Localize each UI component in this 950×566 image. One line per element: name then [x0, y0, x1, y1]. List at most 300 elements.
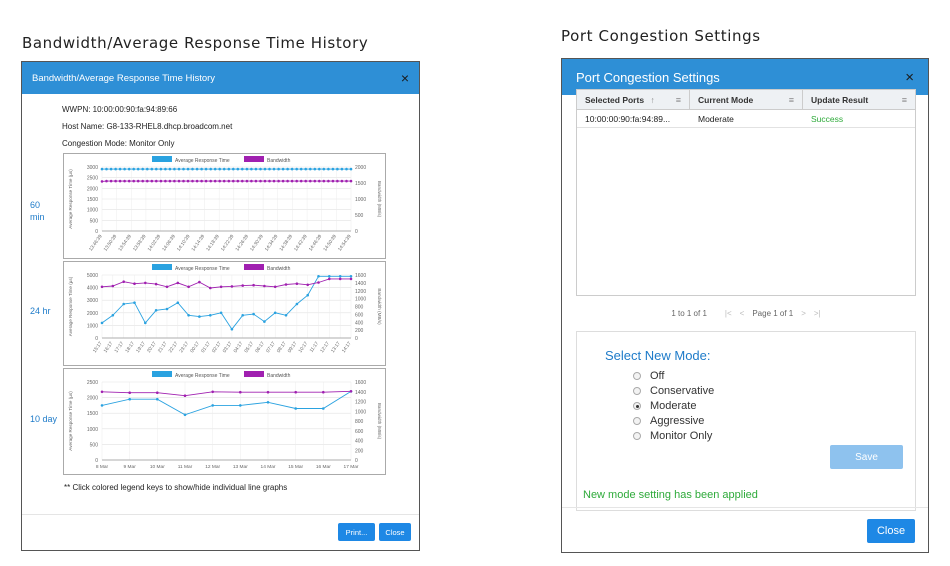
- x-tick-label: 14:06:39: [162, 234, 177, 253]
- y2-axis-title: Bandwidth (MB/s): [377, 180, 382, 218]
- bandwidth-point: [178, 180, 181, 183]
- response-time-point: [300, 168, 303, 171]
- x-tick-label: 17:17: [114, 341, 126, 354]
- response-time-point: [291, 168, 294, 171]
- bandwidth-point: [160, 180, 163, 183]
- bandwidth-point: [241, 180, 244, 183]
- chart-60-min-svg: [64, 154, 385, 258]
- y2-tick-label: 500: [355, 213, 364, 219]
- x-tick-label: 14:10:39: [176, 234, 192, 253]
- bandwidth-point: [231, 285, 234, 288]
- response-time-point: [228, 168, 231, 171]
- bandwidth-point: [264, 180, 267, 183]
- bandwidth-point: [263, 285, 266, 288]
- response-time-point: [273, 168, 276, 171]
- response-time-point: [184, 414, 187, 417]
- response-time-point: [339, 275, 342, 278]
- column-header-current-mode[interactable]: Current Mode ≡: [690, 90, 803, 109]
- bandwidth-point: [277, 180, 280, 183]
- radio-label: Moderate: [650, 400, 697, 412]
- response-time-point: [164, 168, 167, 171]
- y-tick-label: 2000: [86, 310, 98, 317]
- bandwidth-line: [102, 279, 351, 288]
- response-time-point: [285, 314, 288, 317]
- response-time-point: [274, 312, 277, 315]
- y-axis-title: Average Response Time (µs): [68, 169, 73, 229]
- bandwidth-point: [323, 180, 326, 183]
- x-tick-label: 11 Mar: [177, 465, 193, 470]
- x-tick-label: 03:17: [222, 341, 234, 354]
- column-menu-icon[interactable]: ≡: [675, 94, 681, 105]
- pager-range: 1 to 1 of 1: [671, 308, 707, 318]
- response-time-point: [101, 168, 104, 171]
- response-time-line: [102, 276, 351, 329]
- response-time-point: [327, 168, 330, 171]
- x-tick-label: 14:18:39: [206, 234, 221, 253]
- table-header: [577, 90, 915, 110]
- bandwidth-point: [314, 180, 317, 183]
- response-time-point: [182, 168, 185, 171]
- y2-axis-title: Bandwidth (MB/s): [377, 402, 382, 440]
- cell-result: Success: [811, 113, 844, 124]
- save-button[interactable]: Save: [830, 445, 903, 469]
- bandwidth-point: [291, 180, 294, 183]
- range-label-24-hr: 24 hr: [30, 306, 51, 316]
- bandwidth-point: [187, 286, 190, 289]
- response-time-point: [239, 404, 242, 407]
- x-tick-label: 20:17: [146, 341, 158, 354]
- bandwidth-point: [339, 278, 342, 281]
- bandwidth-point: [332, 180, 335, 183]
- radio-option-aggressive[interactable]: [633, 415, 704, 427]
- x-tick-label: 23:17: [179, 341, 191, 354]
- bandwidth-point: [341, 180, 344, 183]
- response-time-point: [169, 168, 172, 171]
- response-time-point: [263, 320, 266, 323]
- legend-label: Bandwidth: [267, 266, 291, 272]
- status-message: New mode setting has been applied: [583, 489, 758, 501]
- y-tick-label: 1000: [86, 323, 98, 330]
- response-time-point: [155, 168, 158, 171]
- response-time-point: [132, 168, 135, 171]
- response-time-point: [241, 168, 244, 171]
- close-button[interactable]: Close: [379, 523, 411, 541]
- x-tick-label: 14:54:39: [337, 234, 353, 253]
- chart-10-day: [63, 368, 386, 475]
- bandwidth-point: [169, 180, 172, 183]
- congestion-footer-divider: [562, 507, 928, 508]
- legend-label: Average Response Time: [175, 266, 230, 272]
- y2-tick-label: 400: [355, 438, 364, 445]
- bandwidth-point: [205, 180, 208, 183]
- bandwidth-point: [146, 180, 149, 183]
- x-tick-label: 18:17: [125, 341, 137, 354]
- response-time-point: [198, 315, 201, 318]
- radio-option-moderate[interactable]: [633, 400, 696, 412]
- bandwidth-point: [164, 180, 167, 183]
- legend-key-response-time: [152, 371, 172, 377]
- prev-page-icon[interactable]: <: [739, 308, 745, 318]
- response-time-point: [200, 168, 203, 171]
- y2-tick-label: 1400: [355, 280, 367, 287]
- response-time-point: [286, 168, 289, 171]
- history-dialog-header: [22, 62, 419, 94]
- y2-tick-label: 0: [355, 458, 358, 464]
- bandwidth-point: [345, 180, 348, 183]
- y2-tick-label: 1000: [355, 197, 367, 203]
- close-icon[interactable]: ×: [400, 70, 409, 86]
- x-tick-label: 02:17: [211, 341, 223, 354]
- bandwidth-point: [259, 180, 262, 183]
- bandwidth-point: [239, 391, 242, 394]
- y-tick-label: 2000: [86, 395, 98, 402]
- history-footer-divider: [22, 514, 419, 515]
- response-time-point: [267, 401, 270, 404]
- x-tick-label: 21:17: [157, 341, 169, 354]
- bandwidth-point: [110, 180, 113, 183]
- x-tick-label: 13 Mar: [232, 465, 248, 470]
- response-time-point: [214, 168, 217, 171]
- bandwidth-point: [101, 286, 104, 289]
- response-time-point: [318, 168, 321, 171]
- column-menu-icon[interactable]: ≡: [901, 94, 907, 105]
- legend-key-bandwidth: [244, 264, 264, 270]
- first-page-icon[interactable]: |<: [724, 308, 732, 318]
- response-time-point: [328, 275, 331, 278]
- last-page-icon[interactable]: >|: [813, 308, 821, 318]
- radio-button[interactable]: [633, 432, 641, 440]
- column-header-selected-ports[interactable]: Selected Ports ↑ ≡: [577, 90, 690, 109]
- column-menu-icon[interactable]: ≡: [788, 94, 794, 105]
- response-time-point: [166, 308, 169, 311]
- y-tick-label: 3000: [86, 165, 98, 171]
- response-time-point: [110, 168, 113, 171]
- y-tick-label: 3000: [86, 298, 98, 305]
- bandwidth-point: [112, 285, 115, 288]
- response-time-point: [304, 168, 307, 171]
- congestion-dialog: [561, 58, 929, 553]
- bandwidth-point: [304, 180, 307, 183]
- y2-tick-label: 1600: [355, 273, 367, 279]
- response-time-point: [141, 168, 144, 171]
- bandwidth-point: [155, 180, 158, 183]
- x-tick-label: 06:17: [255, 341, 267, 354]
- y2-tick-label: 1600: [355, 380, 367, 386]
- close-icon[interactable]: ×: [905, 68, 914, 86]
- bandwidth-point: [144, 282, 147, 285]
- radio-button[interactable]: [633, 387, 641, 395]
- y-tick-label: 2500: [86, 380, 98, 386]
- radio-button[interactable]: [633, 372, 641, 380]
- bandwidth-point: [296, 282, 299, 285]
- table-row[interactable]: [577, 110, 915, 128]
- response-time-point: [294, 407, 297, 410]
- bandwidth-point: [328, 278, 331, 281]
- response-time-point: [241, 314, 244, 317]
- response-time-point: [282, 168, 285, 171]
- bandwidth-point: [128, 180, 131, 183]
- y-tick-label: 0: [95, 336, 98, 342]
- x-tick-label: 14:38:39: [279, 234, 295, 253]
- response-time-point: [252, 313, 255, 316]
- y2-tick-label: 400: [355, 320, 364, 327]
- legend-footnote: ** Click colored legend keys to show/hide individual line graphs: [64, 483, 288, 492]
- next-page-icon[interactable]: >: [801, 308, 806, 318]
- response-time-point: [309, 168, 312, 171]
- radio-option-conservative[interactable]: [633, 385, 714, 397]
- bandwidth-point: [151, 180, 154, 183]
- bandwidth-point: [282, 180, 285, 183]
- y2-tick-label: 1200: [355, 288, 367, 295]
- sort-ascending-icon[interactable]: ↑: [650, 94, 655, 105]
- radio-option-monitor-only[interactable]: [633, 430, 712, 442]
- response-time-point: [156, 398, 159, 401]
- y2-tick-label: 1500: [355, 181, 367, 187]
- bandwidth-point: [214, 180, 217, 183]
- response-time-point: [128, 168, 131, 171]
- bandwidth-point: [350, 390, 353, 393]
- bandwidth-point: [228, 180, 231, 183]
- x-tick-label: 14:02:39: [147, 234, 163, 253]
- bandwidth-point: [246, 180, 249, 183]
- x-tick-label: 11:17: [309, 341, 321, 354]
- response-time-point: [264, 168, 267, 171]
- response-time-point: [187, 314, 190, 317]
- y2-tick-label: 0: [355, 229, 358, 235]
- response-time-point: [151, 168, 154, 171]
- pager-page: Page 1 of 1: [752, 308, 794, 318]
- x-tick-label: 07:17: [265, 341, 277, 354]
- bandwidth-point: [350, 180, 353, 183]
- response-time-point: [211, 404, 214, 407]
- y2-tick-label: 1000: [355, 296, 367, 303]
- y2-tick-label: 200: [355, 448, 364, 455]
- response-time-point: [105, 168, 108, 171]
- x-tick-label: 01:17: [200, 341, 212, 354]
- x-tick-label: 14:50:39: [323, 234, 338, 253]
- response-time-point: [209, 314, 212, 317]
- response-time-point: [177, 301, 180, 304]
- y-axis-title: Average Response Time (µs): [68, 391, 73, 451]
- legend-key-response-time: [152, 156, 172, 162]
- bandwidth-point: [187, 180, 190, 183]
- response-time-point: [231, 328, 234, 331]
- y2-tick-label: 1400: [355, 389, 367, 396]
- bandwidth-point: [309, 180, 312, 183]
- y-tick-label: 500: [89, 442, 98, 449]
- wwpn-text: WWPN: 10:00:00:90:fa:94:89:66: [62, 105, 178, 114]
- bandwidth-point: [209, 180, 212, 183]
- bandwidth-point: [218, 180, 221, 183]
- radio-label: Monitor Only: [650, 430, 713, 442]
- host-name-text: Host Name: G8-133-RHEL8.dhcp.broadcom.net: [62, 122, 233, 131]
- x-tick-label: 14:26:39: [235, 234, 251, 253]
- x-tick-label: 15:17: [92, 341, 104, 354]
- bandwidth-point: [177, 282, 180, 285]
- bandwidth-point: [286, 180, 289, 183]
- response-time-point: [332, 168, 335, 171]
- x-tick-label: 13:46:39: [88, 234, 104, 253]
- bandwidth-point: [241, 284, 244, 287]
- bandwidth-point: [173, 180, 176, 183]
- left-caption: Bandwidth/Average Response Time History: [22, 34, 369, 52]
- y-tick-label: 1000: [86, 426, 98, 433]
- response-time-point: [112, 314, 115, 317]
- response-time-point: [323, 168, 326, 171]
- bandwidth-point: [223, 180, 226, 183]
- x-tick-label: 13:58:39: [132, 234, 148, 253]
- response-time-point: [209, 168, 212, 171]
- response-time-point: [160, 168, 163, 171]
- x-tick-label: 04:17: [233, 341, 245, 354]
- legend-key-bandwidth: [244, 156, 264, 162]
- bandwidth-point: [200, 180, 203, 183]
- bandwidth-point: [285, 283, 288, 286]
- bandwidth-point: [350, 278, 353, 281]
- response-time-point: [128, 398, 131, 401]
- bandwidth-point: [255, 180, 258, 183]
- column-header-update-result[interactable]: Update Result ≡: [811, 94, 907, 105]
- bandwidth-point: [184, 394, 187, 397]
- response-time-point: [196, 168, 199, 171]
- response-time-point: [314, 168, 317, 171]
- x-tick-label: 12 Mar: [205, 465, 221, 470]
- bandwidth-line: [102, 391, 351, 395]
- x-tick-label: 10 Mar: [149, 465, 165, 470]
- radio-button[interactable]: [633, 417, 641, 425]
- y2-tick-label: 800: [355, 304, 364, 311]
- bandwidth-point: [132, 180, 135, 183]
- response-time-point: [277, 168, 280, 171]
- response-time-point: [119, 168, 122, 171]
- history-dialog-title: Bandwidth/Average Response Time History: [32, 72, 216, 84]
- y-tick-label: 1000: [86, 207, 98, 214]
- bandwidth-point: [294, 391, 297, 394]
- x-tick-label: 22:17: [168, 341, 180, 354]
- congestion-dialog-title: Port Congestion Settings: [576, 69, 720, 85]
- x-tick-label: 14 Mar: [260, 465, 276, 470]
- x-tick-label: 14:42:39: [293, 234, 309, 253]
- range-label-60-min: 60 min: [30, 200, 45, 222]
- y-tick-label: 2000: [86, 186, 98, 193]
- bandwidth-point: [327, 180, 330, 183]
- bandwidth-point: [198, 281, 201, 284]
- bandwidth-point: [232, 180, 235, 183]
- x-tick-label: 14:34:39: [264, 234, 280, 253]
- response-time-point: [341, 168, 344, 171]
- response-time-point: [246, 168, 249, 171]
- x-tick-label: 13:17: [330, 341, 342, 354]
- y2-tick-label: 0: [355, 336, 358, 342]
- history-dialog: [21, 61, 420, 551]
- x-tick-label: 13:54:39: [118, 234, 133, 253]
- x-tick-label: 09:17: [287, 341, 299, 354]
- print-button[interactable]: Print...: [338, 523, 375, 541]
- x-tick-label: 15 Mar: [288, 465, 304, 470]
- bandwidth-point: [295, 180, 298, 183]
- response-time-point: [133, 301, 136, 304]
- congestion-mode-text: Congestion Mode: Monitor Only: [62, 139, 175, 148]
- x-tick-label: 08:17: [276, 341, 288, 354]
- radio-label: Aggressive: [650, 415, 705, 427]
- bandwidth-point: [336, 180, 339, 183]
- y2-tick-label: 1200: [355, 399, 367, 406]
- y2-tick-label: 600: [355, 428, 364, 435]
- bandwidth-point: [300, 180, 303, 183]
- x-tick-label: 8 Mar: [95, 465, 109, 470]
- radio-label: Off: [650, 370, 665, 382]
- close-button[interactable]: Close: [867, 519, 915, 543]
- y-tick-label: 2500: [86, 175, 98, 182]
- bandwidth-point: [209, 287, 212, 290]
- bandwidth-point: [274, 286, 277, 289]
- bandwidth-point: [322, 391, 325, 394]
- response-time-point: [137, 168, 140, 171]
- response-time-point: [144, 322, 147, 325]
- bandwidth-point: [166, 286, 169, 289]
- bandwidth-point: [196, 180, 199, 183]
- bandwidth-point: [211, 391, 214, 394]
- x-tick-label: 13:50:39: [103, 234, 119, 253]
- radio-option-off[interactable]: [633, 370, 664, 382]
- y-tick-label: 500: [89, 218, 98, 225]
- x-tick-label: 16 Mar: [315, 465, 331, 470]
- y-tick-label: 4000: [86, 285, 98, 292]
- x-tick-label: 00:17: [190, 341, 202, 354]
- bandwidth-point: [133, 282, 136, 285]
- x-tick-label: 17 Mar: [343, 465, 359, 470]
- bandwidth-point: [155, 283, 158, 286]
- bandwidth-point: [114, 180, 117, 183]
- response-time-point: [268, 168, 271, 171]
- bandwidth-point: [105, 180, 108, 183]
- chart-24-hr-svg: [64, 262, 385, 365]
- response-time-point: [350, 168, 353, 171]
- cell-port: 10:00:00:90:fa:94:89...: [585, 113, 671, 124]
- mode-panel: [576, 331, 916, 511]
- bandwidth-point: [182, 180, 185, 183]
- chart-60-min: [63, 153, 386, 259]
- response-time-point: [122, 303, 125, 306]
- y2-tick-label: 200: [355, 328, 364, 335]
- bandwidth-point: [317, 281, 320, 284]
- bandwidth-point: [220, 286, 223, 289]
- response-time-point: [336, 168, 339, 171]
- bandwidth-point: [119, 180, 122, 183]
- bandwidth-point: [252, 284, 255, 287]
- x-tick-label: 14:30:39: [249, 234, 265, 253]
- y2-tick-label: 800: [355, 419, 364, 425]
- select-mode-title: Select New Mode:: [605, 348, 711, 363]
- legend-key-response-time: [152, 264, 172, 270]
- response-time-point: [123, 168, 126, 171]
- y-tick-label: 1500: [86, 197, 98, 203]
- y-tick-label: 1500: [86, 411, 98, 418]
- y-axis-title: Average Response Time (µs): [68, 276, 73, 337]
- response-time-point: [114, 168, 117, 171]
- response-time-point: [223, 168, 226, 171]
- response-time-point: [178, 168, 181, 171]
- legend-key-bandwidth: [244, 371, 264, 377]
- legend-label: Average Response Time: [175, 158, 230, 164]
- response-time-point: [146, 168, 149, 171]
- x-tick-label: 05:17: [244, 341, 256, 354]
- response-time-point: [101, 404, 104, 407]
- x-tick-label: 9 Mar: [123, 465, 136, 470]
- legend-label: Bandwidth: [267, 373, 291, 379]
- bandwidth-point: [141, 180, 144, 183]
- radio-button[interactable]: [633, 402, 641, 410]
